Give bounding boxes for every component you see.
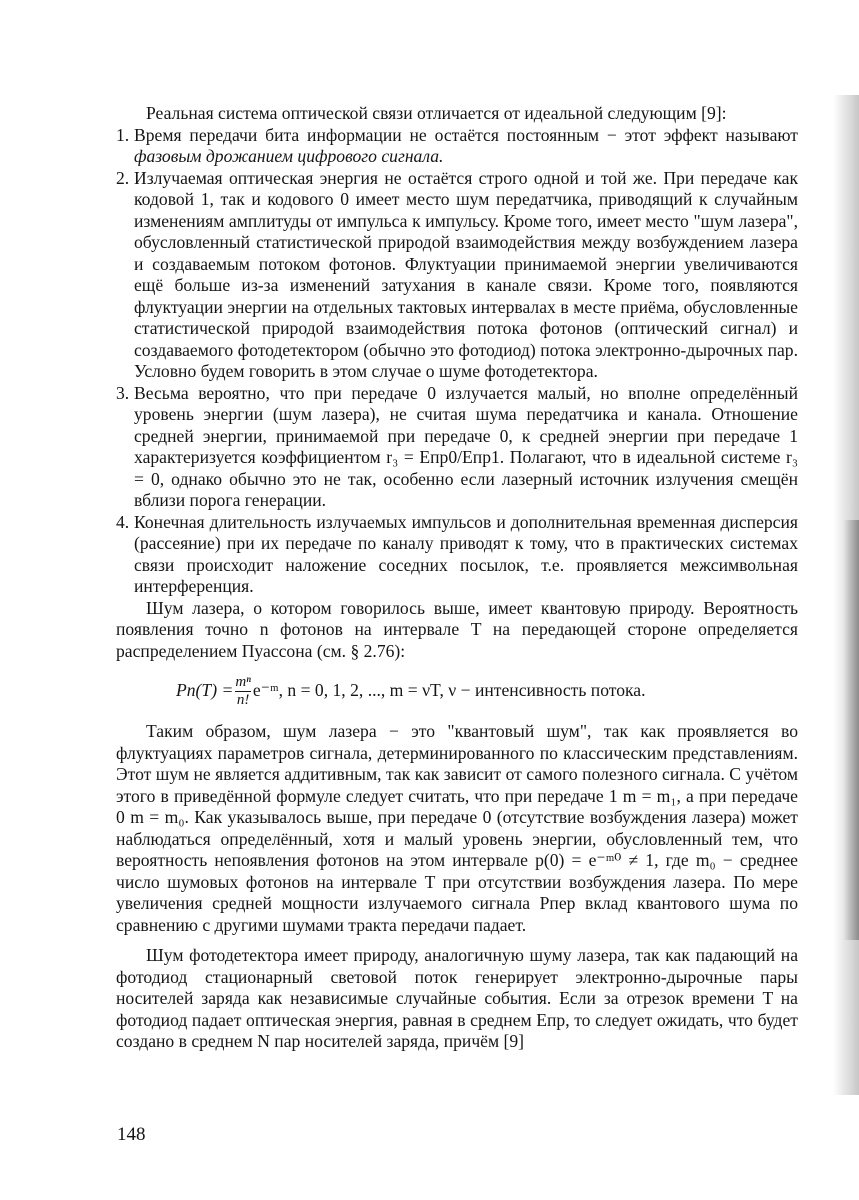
numbered-list — [116, 125, 798, 598]
list-number: 3. — [116, 382, 130, 403]
formula-exponent: e⁻ᵐ, — [252, 680, 283, 701]
poisson-formula — [116, 669, 798, 713]
list-item — [116, 125, 798, 168]
formula-denominator: n! — [236, 691, 250, 708]
list-item-text: Конечная длительность излучаемых импульсов и дополнительная временная дисперсия (рассеяние) при их передаче по каналу приводят к тому, что в практических системах связи происходит наложение соседних посылок, т.е. проявляется межсимвольная интерференция. — [134, 511, 798, 596]
list-item — [116, 168, 798, 383]
quantum-noise-paragraph: Таким образом, шум лазера − это "квантовый шум", так как проявляется во флуктуациях параметров сигнала, детерминированного по классическим представлениям. Этот шум не является аддитивным, так как зависит от самого полезного сигнала. С учётом этого в приведённой формуле следует считать, что при передаче 1 m = m₁, а при передаче 0 m = m₀. Как указывалось выше, при передаче 0 (отсутствие возбуждения лазера) может наблюдаться определённый, хотя и малый уровень энергии, обусловленный тем, что вероятность непоявления фотонов на этом интервале p(0) = e⁻ᵐ⁰ ≠ 1, где m₀ − среднее число шумовых фотонов на интервале T при отсутствии возбуждения лазера. По мере увеличения средней мощности излучаемого сигнала Pпер вклад квантового шума по сравнению с другими шумами тракта передачи падает. — [116, 721, 798, 935]
page-number: 148 — [117, 1124, 146, 1145]
laser-noise-paragraph: Шум лазера, о котором говорилось выше, имеет квантовую природу. Вероятность появления точно n фотонов на интервале T на передающей стороне определяется распределением Пуассона (см. § 2.76): — [116, 597, 798, 661]
list-item — [116, 512, 798, 598]
formula-lhs: Pn(T) = — [176, 680, 234, 701]
formula-numerator: mⁿ — [235, 673, 251, 690]
photodetector-noise-paragraph: Шум фотодетектора имеет природу, аналогичную шуму лазера, так как падающий на фотодиод стационарный световой поток генерирует электронно-дырочные пары носителей заряда как независимые случайные события. Если за отрезок времени T на фотодиод падает оптическая энергия, равная в среднем Eпр, то следует ожидать, что будет создано в среднем N пар носителей заряда, причём [9] — [116, 945, 798, 1051]
page-text — [116, 103, 798, 1053]
list-item-italic: фазовым дрожанием цифрового сигнала. — [134, 146, 444, 166]
formula-fraction — [235, 674, 251, 709]
list-number: 1. — [116, 124, 130, 145]
list-item-text: Время передачи бита информации не остаётся постоянным − этот эффект называют — [134, 124, 798, 145]
list-number: 2. — [116, 167, 130, 188]
list-number: 4. — [116, 511, 130, 532]
list-item-text: Излучаемая оптическая энергия не остаётся строго одной и той же. При передаче как кодовой 1, так и кодового 0 имеет место шум передатчика, приводящий к случайным изменениям амплитуды от импульса к импульсу. Кроме того, имеет место "шум лазера", обусловленный статистической природой взаимодействия между возбуждением лазера и создаваемым потоком фотонов. Флуктуации принимаемой энергии увеличиваются ещё больше из-за изменений затухания в канале связи. Кроме того, появляются флуктуации энергии на отдельных тактовых интервалах в месте приёма, обусловленные статистической природой взаимодействия потока фотонов (оптический сигнал) и создаваемого фотодетектором (обычно это фотодиод) потока электронно-дырочных пар. Условно будем говорить в этом случае о шуме фотодетектора. — [134, 167, 798, 381]
formula-rest: n = 0, 1, 2, ..., m = νT, ν − интенсивность потока. — [287, 680, 646, 701]
list-item — [116, 383, 798, 512]
intro-paragraph: Реальная система оптической связи отличается от идеальной следующим [9]: — [146, 103, 727, 123]
page-edge-shadow-dark — [843, 520, 859, 940]
list-item-text: Весьма вероятно, что при передаче 0 излучается малый, но вполне определённый уровень энергии (шум лазера), не считая шума передатчика и канала. Отношение средней энергии, принимаемой при передаче 0, к средней энергии при передаче 1 характеризуется коэффициентом r₃ = Eпр0/Eпр1. Полагают, что в идеальной системе r₃ = 0, однако обычно это не так, особенно если лазерный источник излучения смещён вблизи порога генерации. — [134, 382, 798, 510]
